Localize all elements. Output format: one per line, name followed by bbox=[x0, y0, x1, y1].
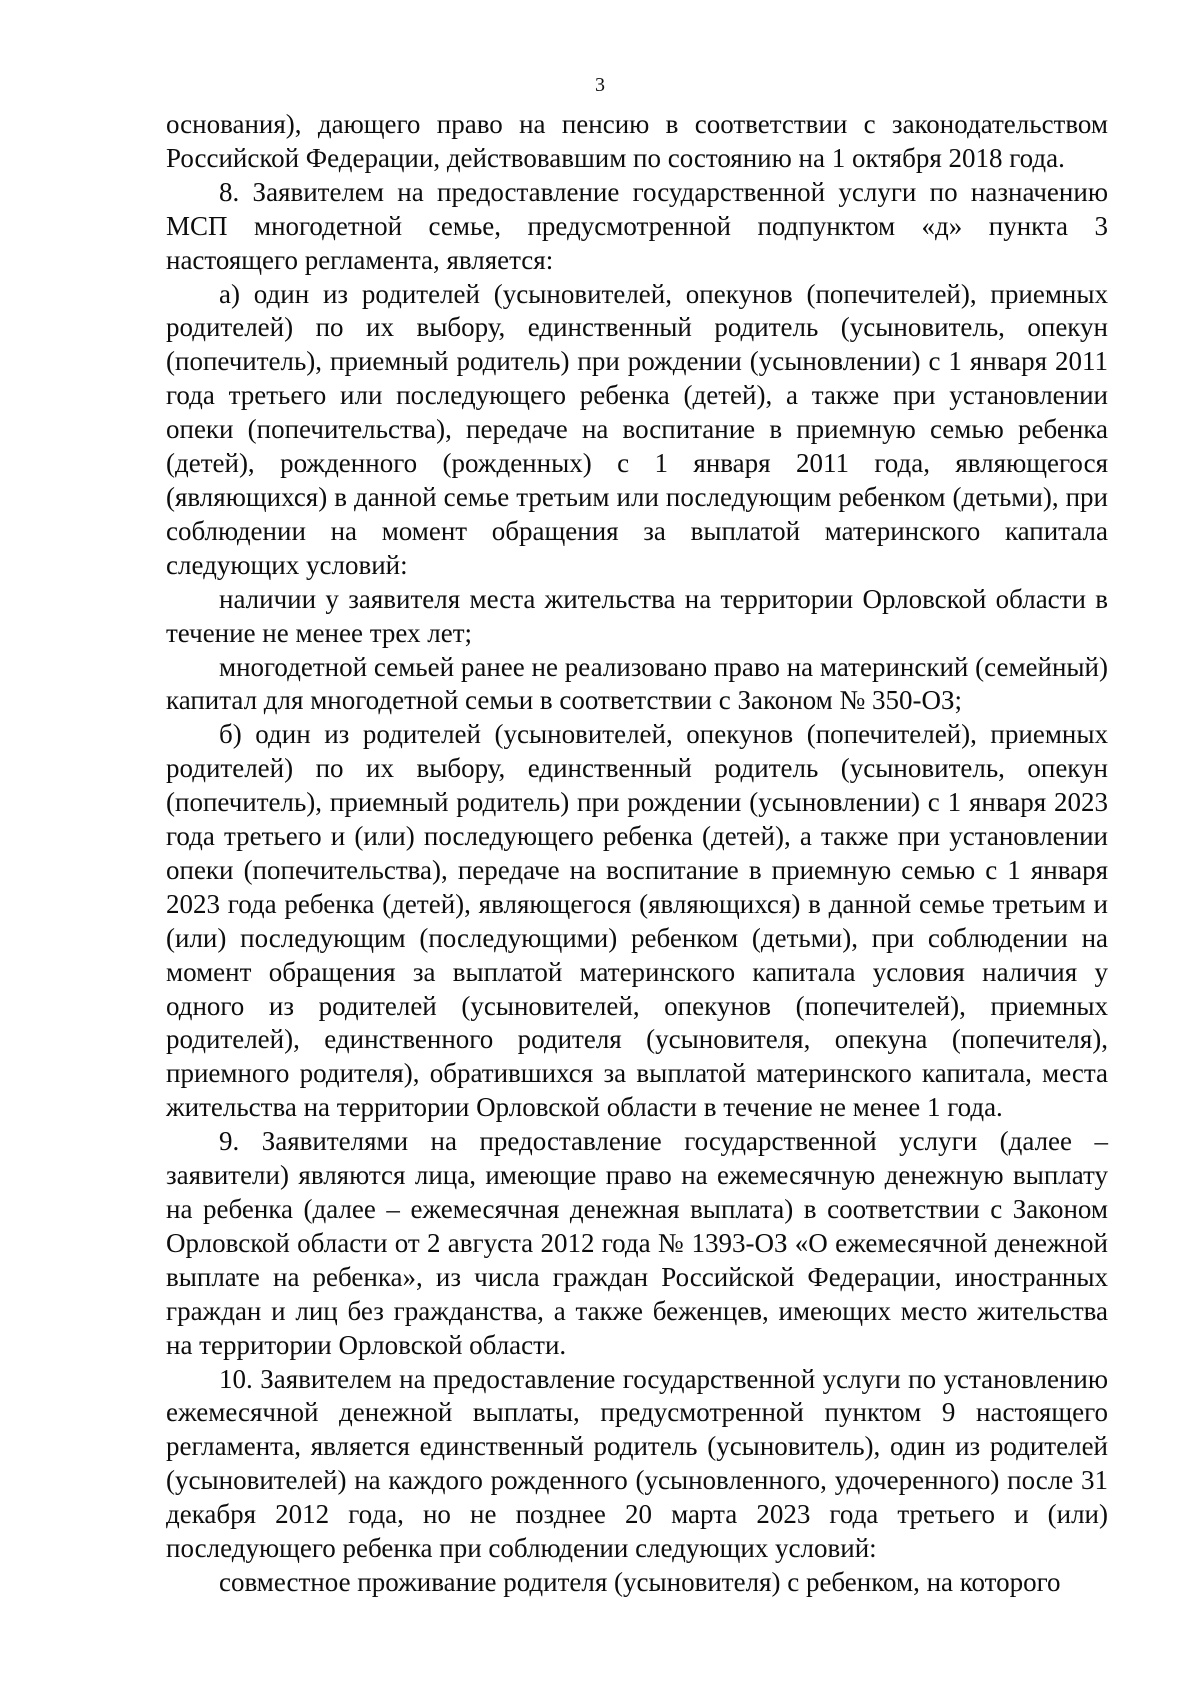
document-body bbox=[166, 108, 1108, 1600]
paragraph-subitem-b: б) один из родителей (усыновителей, опекунов (попечителей), приемных родителей) по их выбору, единственный родитель (усыновитель, опекун (попечитель), приемный родитель) при рождении (усыновлении) с 1 января 2023 года третьего и (или) последующего ребенка (детей), а также при установлении опеки (попечительства), передаче на воспитание в приемную семью с 1 января 2023 года ребенка (детей), являющегося (являющихся) в данной семье третьим и (или) последующим (последующими) ребенком (детьми), при соблюдении на момент обращения за выплатой материнского капитала условия наличия у одного из родителей (усыновителей, опекунов (попечителей), приемных родителей), единственного родителя (усыновителя, опекуна (попечителя), приемного родителя), обратившихся за выплатой материнского капитала, места жительства на территории Орловской области в течение не менее 1 года. bbox=[166, 719, 1108, 1123]
paragraph-condition-capital: многодетной семьей ранее не реализовано право на материнский (семейный) капитал для многодетной семьи в соответствии с Законом № 350-ОЗ; bbox=[166, 651, 1108, 716]
paragraph-subitem-a: а) один из родителей (усыновителей, опекунов (попечителей), приемных родителей) по их выбору, единственный родитель (усыновитель, опекун (попечитель), приемный родитель) при рождении (усыновлении) с 1 января 2011 года третьего или последующего ребенка (детей), а также при установлении опеки (попечительства), передаче на воспитание в приемную семью ребенка (детей), рожденного (рожденных) с 1 января 2011 года, являющегося (являющихся) в данной семье третьим или последующим ребенком (детьми), при соблюдении на момент обращения за выплатой материнского капитала следующих условий: bbox=[166, 278, 1108, 580]
paragraph-item-10: 10. Заявителем на предоставление государственной услуги по установлению ежемесячной денежной выплаты, предусмотренной пунктом 9 настоящего регламента, является единственный родитель (усыновитель), один из родителей (усыновителей) на каждого рожденного (усыновленного, удочеренного) после 31 декабря 2012 года, но не позднее 20 марта 2023 года третьего и (или) последующего ребенка при соблюдении следующих условий: bbox=[166, 1363, 1108, 1564]
paragraph-continuation: основания), дающего право на пенсию в соответствии с законодательством Российской Федерации, действовавшим по состоянию на 1 октября 2018 года. bbox=[166, 109, 1108, 173]
paragraph-item-8: 8. Заявителем на предоставление государственной услуги по назначению МСП многодетной семье, предусмотренной подпунктом «д» пункта 3 настоящего регламента, является: bbox=[166, 176, 1108, 275]
page-number: 3 bbox=[595, 74, 605, 96]
paragraph-condition-cohabitation: совместное проживание родителя (усыновителя) с ребенком, на которого bbox=[219, 1566, 1061, 1597]
paragraph-condition-residence: наличии у заявителя места жительства на территории Орловской области в течение не менее трех лет; bbox=[166, 583, 1108, 648]
paragraph-item-9: 9. Заявителями на предоставление государственной услуги (далее – заявители) являются лица, имеющие право на ежемесячную денежную выплату на ребенка (далее – ежемесячная денежная выплата) в соответствии с Законом Орловской области от 2 августа 2012 года № 1393-ОЗ «О ежемесячной денежной выплате на ребенка», из числа граждан Российской Федерации, иностранных граждан и лиц без гражданства, а также беженцев, имеющих место жительства на территории Орловской области. bbox=[166, 1126, 1108, 1360]
